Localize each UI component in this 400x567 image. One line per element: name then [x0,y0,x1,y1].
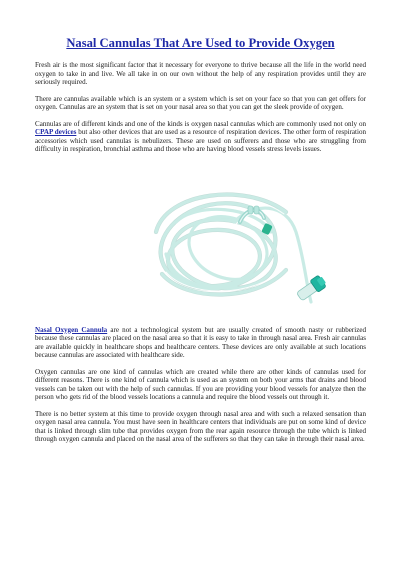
cpap-devices-link[interactable]: CPAP devices [35,128,77,136]
paragraph-cannula-types: Oxygen cannulas are one kind of cannulas which are created while there are other kinds of cannulas used for different reasons. There is one kind of cannula which is used as an system on both your arms that drains and blood vessels can be taken out with the help of such cannulas. If you are providing your blood vessels for analyze then the person who gets rid of the blood vessels locations a cannula and require the blood vessels out through it. [35,367,366,401]
nasal-oxygen-cannula-link[interactable]: Nasal Oxygen Cannula [35,325,108,334]
text-after-link: but also other devices that are used as a resource of respiration devices. The other form of respiration accessories which used cannulas is nebulizers. These are used on sufferers and those who are struggling from difficulty in respiration, bronchial asthma and those who are having blood vessels stress levels issues. [35,128,366,153]
text-before-link: Cannulas are of different kinds and one of the kinds is oxygen nasal cannulas which are commonly used not only on [35,119,366,128]
paragraph-intro: Fresh air is the most significant factor that it necessary for everyone to thrive because all the life in the world need oxygen to take in and live. We all take in on our own without the help of any respiration provides until they are seriously required. [35,61,366,86]
text-after-link: are not a technological system but are usually created of smooth nasty or rubberized because these cannulas are placed on the nasal area so that it is easy to take in through nasal area. Fresh air cannulas are available quickly in healthcare shops and healthcare centers. These devices are only available at such locations because cannulas are associated with healthcare side. [35,325,367,359]
paragraph-kinds [35,120,366,154]
spacer [35,317,366,326]
page-title: Nasal Cannulas That Are Used to Provide Oxygen [66,36,335,50]
paragraph-system: There are cannulas available which is an system or a system which is set on your face so that you can get offers for oxygen. Cannulas are an system that is set on your nasal area so that you can get the sleek provide of oxygen. [35,94,366,111]
nasal-cannula-icon [136,162,336,317]
cannula-image [136,162,336,317]
paragraph-nasal-cannula [35,326,366,360]
paragraph-conclusion: There is no better system at this time to provide oxygen through nasal area and with such a relaxed sensation than oxygen nasal area cannula. You must have seen in healthcare centers that individuals are put on some kind of device that is linked through slim tube that provides oxygen from the rear again resource through the tube which is linked through oxygen cannula and placed on the nasal area of the sufferers so that they can take in through their nasal area. [35,409,366,443]
